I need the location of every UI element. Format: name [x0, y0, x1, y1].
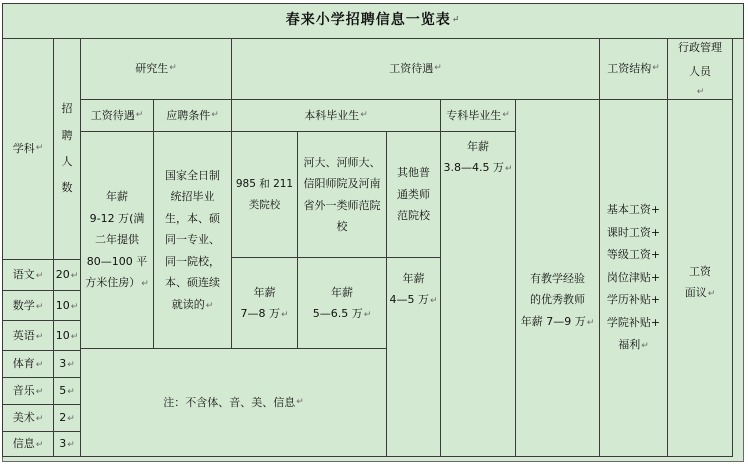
subheader-undergrad-text: 本科毕业生 — [304, 108, 360, 122]
undergrad-salary2-line: 年薪 — [330, 285, 353, 299]
undergrad-salary3-cell — [386, 257, 441, 457]
undergrad-salary2-line: 5—6.5 万↵ — [312, 306, 372, 320]
admin-salary-line: 工资 — [688, 264, 711, 278]
undergrad-salary3-lines — [389, 268, 437, 311]
undergrad-salary1-cell — [231, 257, 298, 349]
subject-name-cell — [2, 259, 54, 291]
experienced-teacher-lines — [521, 268, 595, 332]
undergrad-salary3-line: 4—5 万↵ — [389, 293, 438, 307]
note-cell: 注：不含体、音、美、信息 ↵ — [80, 348, 387, 457]
header-subject-text: 学科 — [12, 142, 35, 156]
salary-structure-item: 福利↵ — [618, 338, 649, 352]
undergrad-salary1-lines — [240, 282, 288, 325]
subject-count: 10↵ — [55, 298, 79, 312]
subject-name-cell — [2, 431, 54, 457]
salary-structure-cell — [599, 99, 668, 457]
salary-structure-item: 学院补贴+ — [606, 315, 661, 329]
subject-count-cell — [53, 259, 81, 291]
college-salary-line: 3.8—4.5 万↵ — [443, 161, 513, 175]
table-title-text: 春来小学招聘信息一览表 — [285, 12, 451, 29]
grad-salary-line: 方米住房）↵ — [85, 276, 149, 290]
header-salary-text: 工资待遇 — [389, 62, 434, 76]
subheader-grad-conditions: 应聘条件 ↵ — [153, 99, 232, 132]
subject-count-cell — [53, 320, 81, 351]
grad-salary-line: 年薪 — [105, 190, 128, 204]
undergrad-cat2-text: 河大、河师大、信阳师院及河南省外一类师范院校 — [303, 155, 381, 233]
undergrad-salary3-line: 年薪 — [402, 272, 425, 285]
grad-salary-line: 二年提供 — [94, 233, 139, 247]
grad-conditions-cell — [153, 131, 232, 349]
subject-count: 2↵ — [59, 411, 75, 425]
experienced-teacher-line: 年薪 7—9 万↵ — [520, 314, 595, 328]
subheader-grad-salary: 工资待遇 ↵ — [80, 99, 154, 132]
recruit-count-char: 招 — [61, 102, 73, 116]
subject-count: 20↵ — [55, 268, 79, 282]
grad-salary-lines — [85, 186, 149, 293]
recruit-count-char: 数 — [61, 181, 73, 195]
recruit-count-char: 聘 — [61, 128, 73, 142]
subject-name: 语文↵ — [12, 268, 44, 282]
grad-condition-line: 同一院校， — [165, 254, 220, 268]
header-subject: 学科 ↵ — [2, 38, 54, 260]
header-graduate: 研究生 ↵ — [80, 38, 232, 100]
subject-name-cell — [2, 404, 54, 432]
subheader-college-text: 专科毕业生 — [446, 108, 502, 122]
grad-condition-line: 生，本、硕 — [165, 211, 220, 225]
undergrad-salary2-cell — [297, 257, 387, 349]
admin-salary-cell — [667, 99, 733, 457]
header-recruit-count-text — [62, 96, 73, 202]
experienced-teacher-line: 有教学经验 — [529, 271, 585, 285]
salary-structure-item: 课时工资+ — [606, 225, 661, 239]
college-salary-cell — [440, 131, 516, 457]
college-salary-line: 年薪 — [467, 140, 489, 153]
subject-count: 5↵ — [59, 384, 75, 398]
grad-condition-line: 国家全日制 — [165, 168, 220, 182]
subject-count: 3↵ — [59, 437, 75, 451]
note-text: 注：不含体、音、美、信息 — [163, 395, 296, 409]
undergrad-salary2-lines — [313, 282, 372, 325]
subheader-college: 专科毕业生 ↵ — [440, 99, 516, 132]
subheader-undergrad: 本科毕业生 ↵ — [231, 99, 441, 132]
undergrad-salary1-line: 年薪 — [253, 285, 276, 299]
grad-condition-line: 本、硕连续 — [165, 276, 220, 290]
recruit-count-char: 人 — [61, 155, 73, 168]
header-salary-structure: 工资结构 ↵ — [599, 38, 668, 100]
experienced-teacher-line: 的优秀教师 — [529, 293, 585, 307]
header-admin-staff-text: 行政管理人员 ↵ — [674, 38, 726, 100]
subject-count: 3↵ — [59, 357, 75, 371]
grad-condition-line: 就读的↵ — [171, 297, 214, 311]
grad-salary-cell — [80, 131, 154, 349]
subject-name: 数学↵ — [12, 298, 44, 312]
subject-count-cell — [53, 377, 81, 405]
subject-count-cell — [53, 404, 81, 432]
subject-name: 体育↵ — [12, 357, 44, 371]
subject-count-cell — [53, 350, 81, 378]
subject-count-cell — [53, 290, 81, 321]
admin-salary-line: 面议↵ — [684, 285, 716, 299]
subject-name: 信息↵ — [12, 437, 44, 451]
undergrad-cat3-text: 其他普通类师范院校 — [397, 166, 430, 223]
undergrad-cat1-cell — [231, 131, 298, 258]
subject-name: 英语↵ — [12, 328, 44, 342]
subject-count: 10↵ — [55, 328, 79, 342]
salary-structure-item: 岗位津贴+ — [606, 270, 661, 284]
header-salary: 工资待遇 ↵ — [231, 38, 600, 100]
grad-condition-line: 统招毕业 — [170, 190, 215, 204]
salary-structure-item: 等级工资+ — [606, 248, 661, 262]
header-salary-structure-text: 工资结构 — [607, 62, 652, 76]
grad-salary-line: 80—100 平 — [86, 254, 148, 268]
subject-name: 美术↵ — [12, 411, 44, 425]
subject-name-cell — [2, 290, 54, 321]
undergrad-salary1-line: 7—8 万↵ — [240, 306, 289, 320]
subheader-grad-conditions-text: 应聘条件 — [166, 108, 211, 122]
undergrad-cat2-cell — [297, 131, 387, 258]
header-graduate-text: 研究生 — [135, 62, 169, 76]
undergrad-cat3-cell — [386, 131, 441, 258]
admin-salary-lines — [685, 261, 716, 304]
college-salary-lines — [443, 136, 512, 179]
subject-name-cell — [2, 377, 54, 405]
subheader-grad-salary-text: 工资待遇 — [90, 108, 135, 122]
salary-structure-item: 基本工资+ — [606, 203, 661, 217]
grad-condition-line: 同一专业、 — [165, 233, 220, 247]
table-title: 春来小学招聘信息一览表 ↵ — [2, 3, 744, 39]
header-recruit-count — [53, 38, 81, 260]
subject-name-cell — [2, 320, 54, 351]
experienced-teacher-cell — [515, 99, 600, 457]
grad-conditions-lines — [165, 165, 220, 315]
subject-name-cell — [2, 350, 54, 378]
salary-structure-list — [607, 199, 660, 357]
subject-count-cell — [53, 431, 81, 457]
subject-name: 音乐↵ — [12, 384, 44, 398]
grad-salary-line: 9-12 万(满 — [89, 211, 145, 225]
undergrad-cat1-text: 985 和 211 类院校 — [235, 178, 294, 211]
header-admin-staff — [667, 38, 733, 100]
admin-staff-label: 行政管理人员 — [678, 41, 722, 78]
salary-structure-item: 学历补贴+ — [606, 293, 661, 307]
